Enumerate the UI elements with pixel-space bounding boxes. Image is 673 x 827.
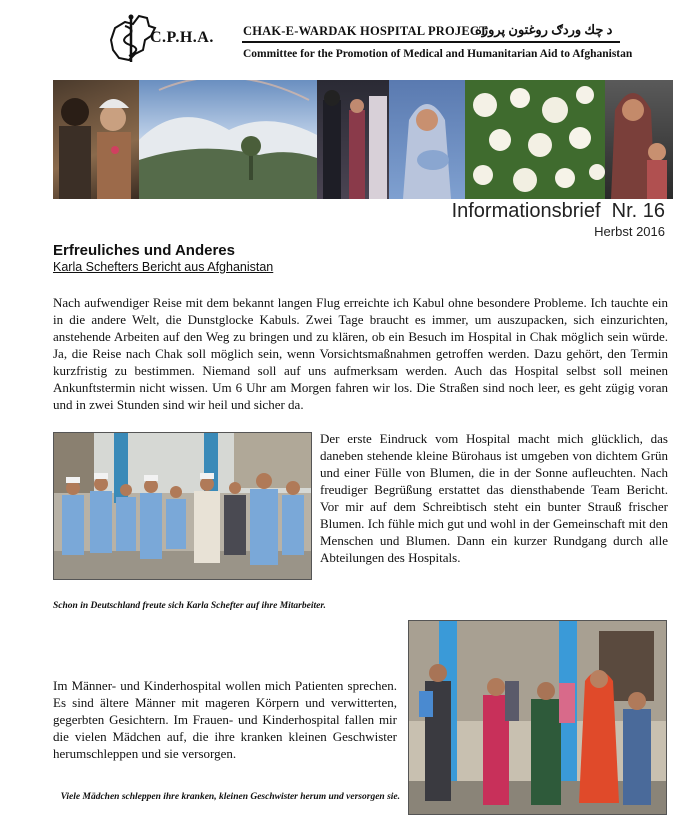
photo-hospital-staff [53,432,312,580]
issue-season: Herbst 2016 [594,224,665,239]
article-paragraph-2: Der erste Eindruck vom Hospital macht mich glücklich, das daneben stehende kleine Bürohaus ist umgeben von dichtem Grün und einer Fülle von Blumen, die in der Sonne aufleuchten. Nach freudiger Begrüßung erstattet das diensthabende Team Bericht. Vor mir auf dem Schreibtisch steht ein bunter Strauß frischer Blumen. Ich fühle mich gut und wohl in der Gemeinschaft mit den Menschen und Blumen. Dann ein kurzer Rundgang durch alle Abteilungen des Hospitals. [320,431,668,565]
banner-photo-women [317,80,389,199]
article-paragraph-1: Nach aufwendiger Reise mit dem bekannt langen Flug erreichte ich Kabul ohne besondere Probleme. Ich tauchte ein in die andere Welt, die Dunstglocke Kabuls. Zwei Tage braucht es immer, um auszupacken, sich einzurichten, anstehende Arbeiten auf den Weg zu bringen und zu klären, ob ein Besuch im Hospital in Chak möglich sein würde. Ja, die Reise nach Chak soll möglich sein, wenn Vorsichtsmaßnahmen getroffen werden. Dazu gehört, den Termin kurzfristig zu bestimmen. Niemand soll auf uns aufmerksam werden. Auch das Hospital selbst soll meinen Ankunftstermin nicht wissen. Um 6 Uhr am Morgen fahren wir los. Die Straßen sind noch leer, es geht zügig voran und in zwei Stunden sind wir heil und sicher da. [53,295,668,412]
photo-girls-with-siblings [408,620,667,815]
banner-photo-strip [53,80,673,199]
logo-text: C.P.H.A. [150,29,214,46]
header-divider [242,41,620,43]
banner-photo-roses [465,80,605,199]
banner-photo-mother-child [389,80,465,199]
photo-caption-2: Viele Mädchen schleppen ihre kranken, kleinen Geschwister herum und versorgen sie. [60,792,400,802]
photo-caption-1: Schon in Deutschland freute sich Karla Schefter auf ihre Mitarbeiter. [53,601,326,611]
article-subtitle: Karla Schefters Bericht aus Afghanistan [53,260,274,274]
article-title: Erfreuliches und Anderes [53,242,235,259]
banner-photo-landscape [139,80,317,199]
project-title: CHAK-E-WARDAK HOSPITAL PROJECT [243,24,488,38]
article-paragraph-3: Im Männer- und Kinderhospital wollen mich Patienten sprechen. Es sind ältere Männer mit mageren Körpern und verwitterten, gegerbten Gesichtern. Im Frauen- und Kinderhospital fallen mir die vielen Mädchen auf, die ihre kranken kleinen Geschwister herumschleppen und sie versorgen. [53,678,397,761]
committee-name: Committee for the Promotion of Medical and Humanitarian Aid to Afghanistan [243,48,633,60]
issue-title: Informationsbrief Nr. 16 [451,200,665,222]
banner-photo-grandmother [605,80,673,199]
project-title-dari: د چك وردګ روغتون پروژه [475,22,613,37]
banner-photo-children [53,80,139,199]
